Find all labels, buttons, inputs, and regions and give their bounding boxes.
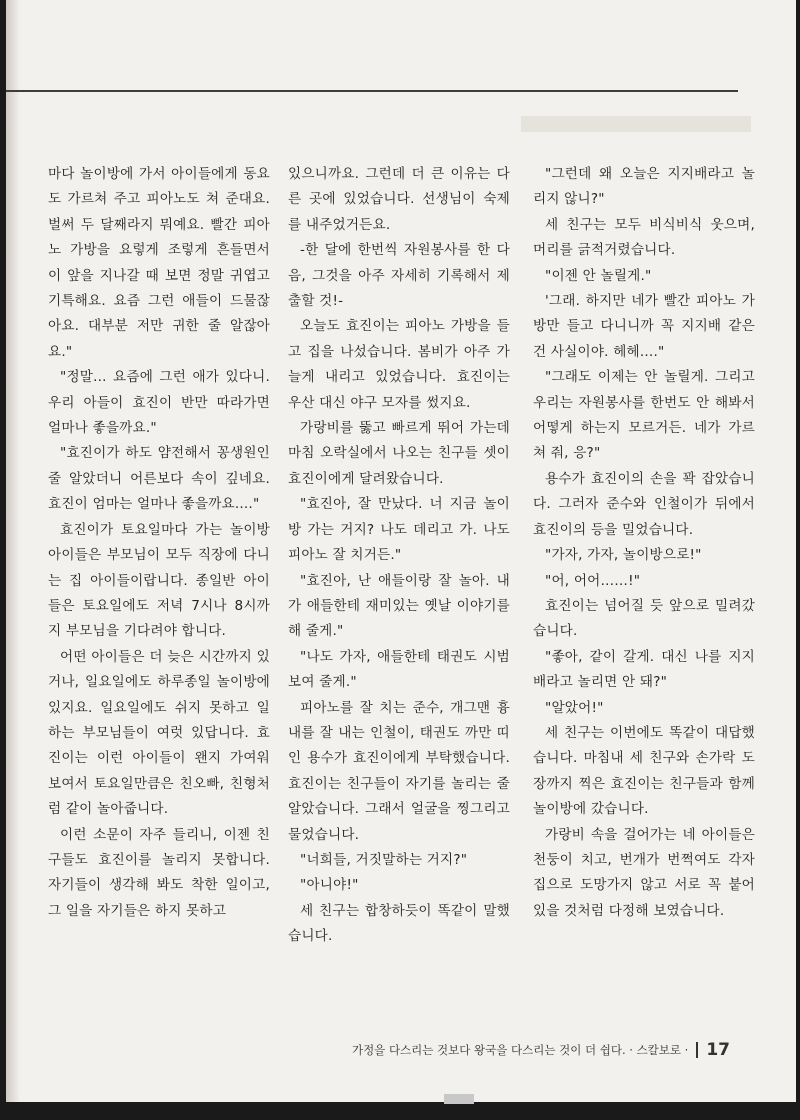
text-column-3: [533, 162, 755, 924]
paragraph: 이런 소문이 자주 들리니, 이젠 친구들도 효진이를 놀리지 못합니다. 자기들이 생각해 봐도 착한 일이고, 그 일을 자기들은 하지 못하고: [48, 826, 270, 919]
paragraph: 용수가 효진이의 손을 꽉 잡았습니다. 그러자 준수와 인철이가 뒤에서 효진이의 등을 밀었습니다.: [533, 470, 755, 538]
text-column-1: [48, 162, 270, 924]
paragraph: "이젠 안 놀릴게.": [545, 267, 652, 284]
paragraph: 오늘도 효진이는 피아노 가방을 들고 집을 나섰습니다. 봄비가 아주 가늘게 내리고 있었습니다. 효진이는 우산 대신 야구 모자를 썼지요.: [288, 318, 510, 411]
paragraph: "가자, 가자, 놀이방으로!": [545, 547, 702, 564]
page-footer: [352, 1040, 730, 1060]
paragraph: "그래도 이제는 안 놀릴게. 그리고 우리는 자원봉사를 한번도 안 해봐서 어떻게 하는지 모르거든. 네가 가르쳐 줘, 응?": [533, 369, 755, 462]
paragraph: '그래. 하지만 네가 빨간 피아노 가방만 들고 다니니까 꼭 지지배 같은 건 사실이야. 헤헤....": [533, 293, 755, 360]
paragraph: "너희들, 거짓말하는 거지?": [300, 851, 468, 868]
paragraph: "효진이가 하도 얌전해서 꽁생원인 줄 알았더니 어른보다 속이 깊네요. 효진이 엄마는 얼마나 좋을까요....": [48, 445, 270, 513]
paragraph: "아니야!": [300, 877, 359, 894]
paragraph: 세 친구는 모두 비식비식 웃으며, 머리를 긁적거렸습니다.: [533, 216, 755, 259]
paragraph: "효진아, 잘 만났다. 너 지금 놀이방 가는 거지? 나도 데리고 가. 나도 피아노 잘 치거든.": [288, 496, 510, 564]
header-rule: [6, 90, 738, 92]
paragraph: 효진이가 토요일마다 가는 놀이방 아이들은 부모님이 모두 직장에 다니는 집 아이들이랍니다. 종일반 아이들은 토요일에도 저녁 7시나 8시까지 부모님을 기다려야 합니다.: [48, 521, 270, 640]
paragraph: "좋아, 같이 갈게. 대신 나를 지지배라고 놀리면 안 돼?": [533, 648, 755, 691]
paragraph: "정말... 요즘에 그런 애가 있다니. 우리 아들이 효진이 반만 따라가면 얼마나 좋을까요.": [48, 369, 270, 437]
paragraph: "그런데 왜 오늘은 지지배라고 놀리지 않니?": [533, 166, 755, 208]
paragraph: 세 친구는 이번에도 똑같이 대답했습니다. 마침내 세 친구와 손가락 도장까지 찍은 효진이는 친구들과 함께 놀이방에 갔습니다.: [533, 724, 755, 818]
paragraph: 가랑비 속을 걸어가는 네 아이들은 천둥이 치고, 번개가 번쩍여도 각자 집으로 도망가지 않고 서로 꼭 붙어 있을 것처럼 다정해 보였습니다.: [533, 826, 755, 919]
page-gutter-shadow: [6, 0, 20, 1102]
paragraph: 어떤 아이들은 더 늦은 시간까지 있거나, 일요일에도 하루종일 놀이방에 있지요. 일요일에도 쉬지 못하고 일하는 부모님들이 여럿 있답니다. 효진이는 이런 아이들이 왠지 가여워 보여서 토요일만큼은 친오빠, 친형처럼 같이 놀아줍니다.: [48, 648, 270, 818]
paragraph: -한 달에 한번씩 자원봉사를 한 다음, 그것을 아주 자세히 기록해서 제출할 것!-: [288, 242, 510, 310]
footer-divider: [696, 1042, 698, 1058]
footer-quote: 가정을 다스리는 것보다 왕국을 다스리는 것이 더 쉽다. · 스칼보로 ·: [351, 1043, 689, 1057]
paragraph: 세 친구는 합창하듯이 똑같이 말했습니다.: [288, 902, 510, 945]
paragraph: 가랑비를 뚫고 빠르게 뛰어 가는데 마침 오락실에서 나오는 친구들 셋이 효진이에게 달려왔습니다.: [288, 420, 510, 487]
paragraph: 피아노를 잘 치는 준수, 개그맨 흉내를 잘 내는 인철이, 태권도 까만 띠인 용수가 효진이에게 부탁했습니다. 효진이는 친구들이 자기를 놀리는 줄 알았습니다. 그래서 얼굴을 찡그리고 물었습니다.: [288, 699, 510, 843]
text-column-2: [288, 162, 510, 950]
paragraph: "나도 가자, 애들한테 태권도 시범 보여 줄게.": [288, 648, 510, 691]
paragraph: "알았어!": [545, 699, 604, 716]
scan-edge-mark: [444, 1094, 474, 1104]
book-page: [6, 0, 796, 1102]
paragraph: 효진이는 넘어질 듯 앞으로 밀려갔습니다.: [533, 597, 755, 640]
paragraph: 있으니까요. 그런데 더 큰 이유는 다른 곳에 있었습니다. 선생님이 숙제를 내주었거든요.: [288, 166, 510, 233]
show-through-band: [521, 116, 751, 132]
paragraph: "효진아, 난 애들이랑 잘 놀아. 내가 애들한테 재미있는 옛날 이야기를 해 줄게.": [288, 572, 510, 640]
page-number: 17: [706, 1040, 730, 1060]
paragraph: 마다 놀이방에 가서 아이들에게 동요도 가르쳐 주고 피아노도 쳐 준대요. 벌써 두 달째라지 뭐예요. 빨간 피아노 가방을 요렇게 조렇게 흔들면서 이 앞을 지나갈 때 보면 정말 귀엽고 기특해요. 요즘 그런 애들이 드물잖아요. 대부분 저만 귀한 줄 알잖아요.": [48, 166, 270, 360]
paragraph: "어, 어어……!": [545, 572, 641, 589]
